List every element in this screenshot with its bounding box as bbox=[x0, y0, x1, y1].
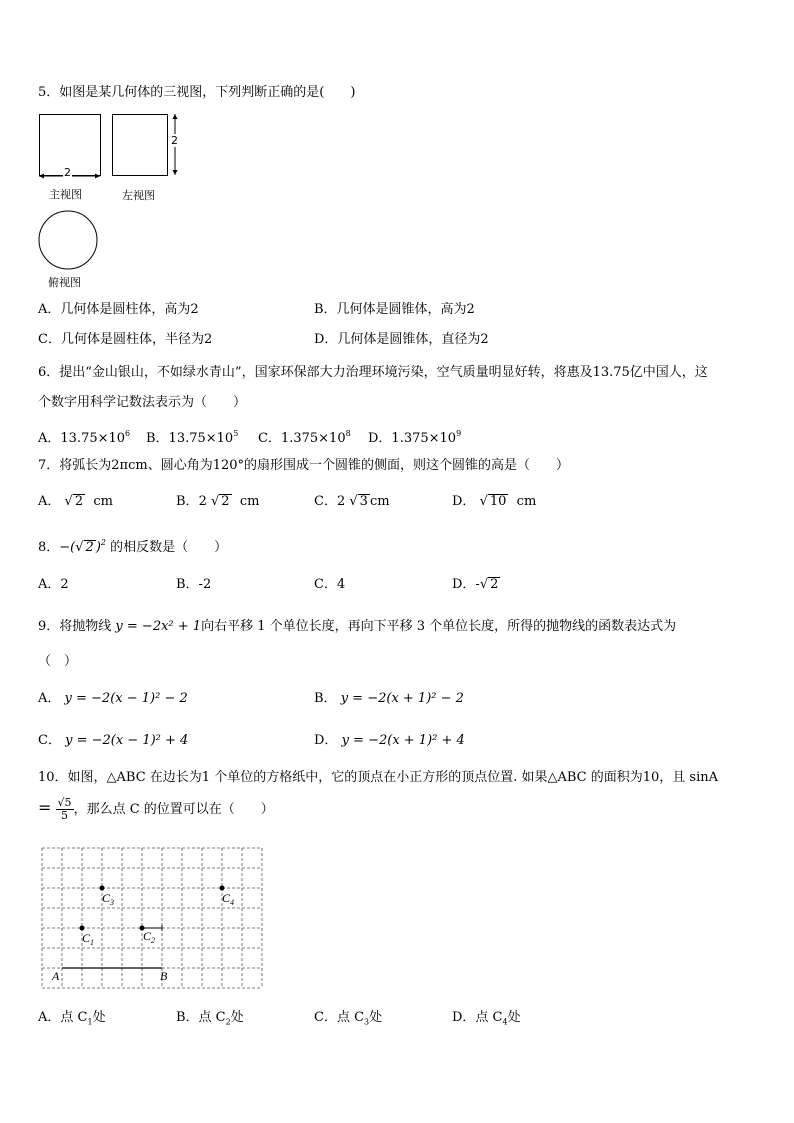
q6-option-c: C．$1.375\times 10^8$ bbox=[258, 429, 351, 446]
top-view-label: 俯视图 bbox=[48, 276, 81, 289]
q10-stem-line2: = $\frac{√5}{5}$ ，那么点 C 的位置可以在（ ） bbox=[38, 796, 274, 822]
q10-stem-line1: 10．如图，△ABC 在边长为1 个单位的方格纸中，它的顶点在小正方形的顶点位置. 如果△ABC 的面积为10，且 sinA bbox=[38, 770, 718, 785]
q10-option-d: D．点 $C_4$处 bbox=[452, 1010, 521, 1027]
q5-option-c: C．几何体是圆柱体，半径为2 bbox=[38, 332, 213, 347]
q10-grid-figure bbox=[40, 846, 266, 992]
q10-option-c: C．点 $C_3$处 bbox=[314, 1010, 383, 1027]
q6-option-a: A．$13.75\times 10^6$ bbox=[38, 429, 131, 446]
q6-stem-line2: 个数字用科学记数法表示为（ ） bbox=[38, 395, 247, 410]
q9-option-c: C． y = −2(x − 1)² + 4 bbox=[38, 733, 189, 748]
q6-option-d: D．$1.375\times 10^9$ bbox=[368, 429, 462, 446]
front-view-dimension: 2 bbox=[64, 166, 71, 179]
left-view-dimension: 2 bbox=[171, 134, 178, 147]
label-b: B bbox=[160, 969, 168, 983]
q7-option-d: D． √ 10 cm bbox=[452, 494, 537, 509]
q5-option-b: B．几何体是圆锥体，高为2 bbox=[314, 302, 475, 317]
q8-option-d: D．-√ 2 bbox=[452, 577, 499, 592]
q9-option-b: B． y = −2(x + 1)² − 2 bbox=[314, 691, 464, 706]
q8-stem: 8．−(√ 2 )$^2$ 的相反数是（ ） bbox=[38, 538, 228, 555]
label-a: A bbox=[52, 969, 60, 983]
q8-option-b: B．-2 bbox=[176, 577, 212, 592]
q9-option-d: D． y = −2(x + 1)² + 4 bbox=[314, 733, 465, 748]
q9-paren: （ ） bbox=[38, 654, 78, 669]
q9-option-a: A． y = −2(x − 1)² − 2 bbox=[38, 691, 188, 706]
q5-option-d: D．几何体是圆锥体，直径为2 bbox=[314, 332, 489, 347]
q7-stem: 7．将弧长为2πcm、圆心角为120°的扇形围成一个圆锥的侧面，则这个圆锥的高是（ ） bbox=[38, 458, 570, 473]
q10-option-b: B．点 $C_2$处 bbox=[176, 1010, 244, 1027]
q7-option-b: B．2 √ 2 cm bbox=[176, 494, 260, 509]
q6-stem-line1: 6．提出“金山银山，不如绿水青山”，国家环保部大力治理环境污染，空气质量明显好转，将惠及13.75亿中国人，这 bbox=[38, 365, 708, 380]
q8-option-a: A．2 bbox=[38, 577, 69, 592]
label-c3: $C_3$ bbox=[102, 891, 115, 907]
left-view-label: 左视图 bbox=[122, 189, 155, 202]
q8-option-c: C．4 bbox=[314, 577, 346, 592]
q10-option-a: A．点 $C_1$处 bbox=[38, 1010, 106, 1027]
label-c1: $C_1$ bbox=[82, 931, 95, 947]
q5-stem: 5．如图是某几何体的三视图，下列判断正确的是( ) bbox=[38, 85, 356, 100]
front-view-label: 主视图 bbox=[49, 188, 82, 201]
q5-option-a: A．几何体是圆柱体，高为2 bbox=[38, 302, 199, 317]
label-c4: $C_4$ bbox=[222, 891, 235, 907]
q6-option-b: B．$13.75\times 10^5$ bbox=[146, 429, 239, 446]
q7-option-a: A． √ 2 cm bbox=[38, 494, 113, 509]
q9-stem: 9．将抛物线 y = −2x² + 1向右平移 1 个单位长度，再向下平移 3 个单位长度，所得的抛物线的函数表达式为 bbox=[38, 619, 677, 634]
label-c2: $C_2$ bbox=[143, 929, 156, 945]
q7-option-c: C．2 √ 3 cm bbox=[314, 494, 390, 509]
